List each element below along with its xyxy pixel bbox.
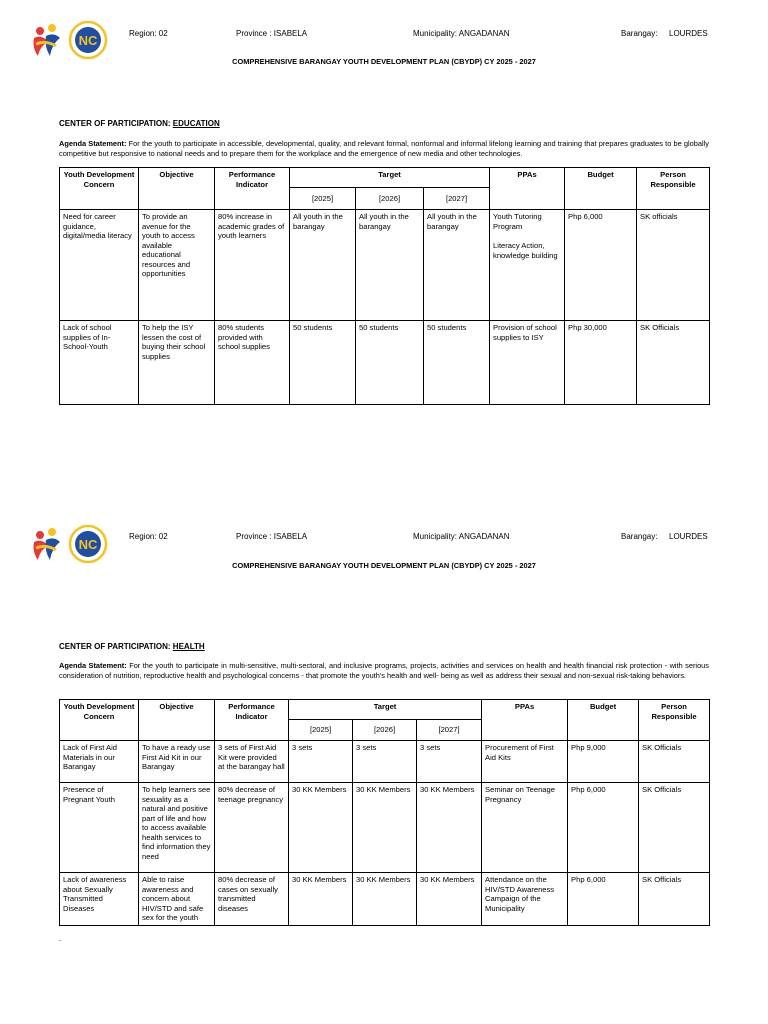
cell-objective: To provide an avenue for the youth to access available educational resources and opportunities	[139, 210, 215, 321]
cell-concern: Lack of First Aid Materials in our Barangay	[60, 741, 139, 783]
ppa-item: Youth Tutoring Program	[493, 212, 542, 231]
cell-indicator: 80% decrease of teenage pregnancy	[215, 783, 289, 873]
education-plan-table	[59, 167, 710, 405]
agenda-text: For the youth to participate in multi-sensitive, multi-sectoral, and inclusive programs, projects, activities and services on health and health financial risk protection - with serious consideration of nutrition, reproductive health and psychological concerns - that promote the youth's health and well- being as well as address their sexual and non-sexual risk-taking behaviors.	[59, 661, 709, 680]
cell-concern: Need for career guidance, digital/media literacy	[60, 210, 139, 321]
cell-budget: Php 6,000	[568, 873, 639, 926]
cell-person: SK officials	[637, 210, 710, 321]
cell-indicator: 80% decrease of cases on sexually transmitted diseases	[215, 873, 289, 926]
col-ppas: PPAs	[490, 168, 565, 210]
agenda-statement	[59, 139, 709, 158]
cell-budget: Php 6,000	[568, 783, 639, 873]
agenda-statement	[59, 661, 709, 680]
province-label: Province : ISABELA	[236, 532, 308, 541]
col-concern: Youth Development Concern	[60, 168, 139, 210]
barangay-value: LOURDES	[669, 532, 708, 541]
cell-objective: To have a ready use First Aid Kit in our Barangay	[139, 741, 215, 783]
agenda-label: Agenda Statement:	[59, 661, 127, 670]
youth-figure-logo	[34, 24, 61, 56]
table-row	[60, 321, 710, 405]
cell-ppas: Seminar on Teenage Pregnancy	[482, 783, 568, 873]
barangay-value: LOURDES	[669, 29, 708, 38]
col-person: Person Responsible	[637, 168, 710, 210]
center-of-participation	[59, 642, 205, 651]
cell-target-2026: 30 KK Members	[353, 783, 417, 873]
cell-target-2025: 30 KK Members	[289, 873, 353, 926]
cell-ppas: Attendance on the HIV/STD Awareness Campaign of the Municipality	[482, 873, 568, 926]
cell-target-2027: 3 sets	[417, 741, 482, 783]
cop-label: CENTER OF PARTICIPATION:	[59, 119, 171, 128]
col-year-2025: [2025]	[290, 188, 356, 210]
footer-mark: .	[59, 934, 62, 943]
municipality-label: Municipality: ANGADANAN	[413, 532, 510, 541]
cell-target-2026: All youth in the barangay	[356, 210, 424, 321]
cop-value: HEALTH	[172, 642, 205, 651]
col-objective: Objective	[139, 168, 215, 210]
cell-target-2025: 3 sets	[289, 741, 353, 783]
center-of-participation	[59, 119, 220, 128]
col-budget: Budget	[565, 168, 637, 210]
cell-concern: Lack of school supplies of In-School-Youth	[60, 321, 139, 405]
cell-target-2025: 30 KK Members	[289, 783, 353, 873]
cell-budget: Php 6,000	[565, 210, 637, 321]
ppa-item: Literacy Action, knowledge building	[493, 241, 558, 260]
cell-target-2026: 30 KK Members	[353, 873, 417, 926]
plan-title: COMPREHENSIVE BARANGAY YOUTH DEVELOPMENT PLAN (CBYDP) CY 2025 - 2027	[232, 561, 536, 570]
plan-title: COMPREHENSIVE BARANGAY YOUTH DEVELOPMENT PLAN (CBYDP) CY 2025 - 2027	[232, 57, 536, 66]
seal-badge-text: NC	[78, 33, 98, 48]
col-target: Target	[290, 168, 490, 188]
cell-target-2027: 50 students	[424, 321, 490, 405]
barangay-label: Barangay:	[621, 29, 658, 38]
cell-indicator: 80% students provided with school supplies	[215, 321, 290, 405]
cell-budget: Php 30,000	[565, 321, 637, 405]
cell-indicator: 80% increase in academic grades of youth learners	[215, 210, 290, 321]
province-label: Province : ISABELA	[236, 29, 308, 38]
col-objective: Objective	[139, 700, 215, 741]
cell-target-2026: 50 students	[356, 321, 424, 405]
col-budget: Budget	[568, 700, 639, 741]
barangay-label: Barangay:	[621, 532, 658, 541]
cell-objective: To help the ISY lessen the cost of buying their school supplies	[139, 321, 215, 405]
col-year-2027: [2027]	[424, 188, 490, 210]
cell-ppas: Procurement of First Aid Kits	[482, 741, 568, 783]
youth-figure-logo	[34, 528, 61, 560]
table-row	[60, 873, 710, 926]
cop-label: CENTER OF PARTICIPATION:	[59, 642, 171, 651]
cell-target-2027: 30 KK Members	[417, 783, 482, 873]
cell-target-2027: 30 KK Members	[417, 873, 482, 926]
health-plan-table	[59, 699, 710, 926]
agenda-label: Agenda Statement:	[59, 139, 127, 148]
table-row	[60, 741, 710, 783]
logo-group	[30, 524, 112, 564]
col-year-2026: [2026]	[356, 188, 424, 210]
logo-group	[30, 20, 112, 60]
ync-seal-logo	[70, 526, 106, 562]
col-person: Person Responsible	[639, 700, 710, 741]
cell-target-2027: All youth in the barangay	[424, 210, 490, 321]
cell-person: SK Officials	[639, 873, 710, 926]
col-year-2025: [2025]	[289, 720, 353, 741]
table-row	[60, 210, 710, 321]
cell-indicator: 3 sets of First Aid Kit were provided at the barangay hall	[215, 741, 289, 783]
cell-person: SK Officials	[639, 783, 710, 873]
region-label: Region: 02	[129, 532, 168, 541]
municipality-label: Municipality: ANGADANAN	[413, 29, 510, 38]
ync-seal-logo	[70, 22, 106, 58]
cell-ppas	[490, 210, 565, 321]
cell-target-2025: 50 students	[290, 321, 356, 405]
col-target: Target	[289, 700, 482, 720]
table-row	[60, 783, 710, 873]
cell-budget: Php 9,000	[568, 741, 639, 783]
cell-objective: Able to raise awareness and concern about HIV/STD and safe sex for the youth	[139, 873, 215, 926]
cell-objective: To help learners see sexuality as a natural and positive part of life and how to access available health services to find information they need	[139, 783, 215, 873]
cop-value: EDUCATION	[172, 119, 220, 128]
col-year-2026: [2026]	[353, 720, 417, 741]
col-concern: Youth Development Concern	[60, 700, 139, 741]
cell-target-2026: 3 sets	[353, 741, 417, 783]
col-indicator: Performance Indicator	[215, 700, 289, 741]
col-year-2027: [2027]	[417, 720, 482, 741]
cell-concern: Presence of Pregnant Youth	[60, 783, 139, 873]
cell-ppas: Provision of school supplies to ISY	[490, 321, 565, 405]
cell-concern: Lack of awareness about Sexually Transmitted Diseases	[60, 873, 139, 926]
col-indicator: Performance Indicator	[215, 168, 290, 210]
agenda-text: For the youth to participate in accessible, developmental, quality, and relevant formal, nonformal and informal lifelong learning and training that prepares graduates to be globally competitive but responsive to national needs and to prepare them for the workplace and the emergence of new media and other technologies.	[59, 139, 709, 158]
cell-target-2025: All youth in the barangay	[290, 210, 356, 321]
cell-person: SK Officials	[639, 741, 710, 783]
region-label: Region: 02	[129, 29, 168, 38]
seal-badge-text: NC	[78, 537, 98, 552]
cell-person: SK Officials	[637, 321, 710, 405]
col-ppas: PPAs	[482, 700, 568, 741]
